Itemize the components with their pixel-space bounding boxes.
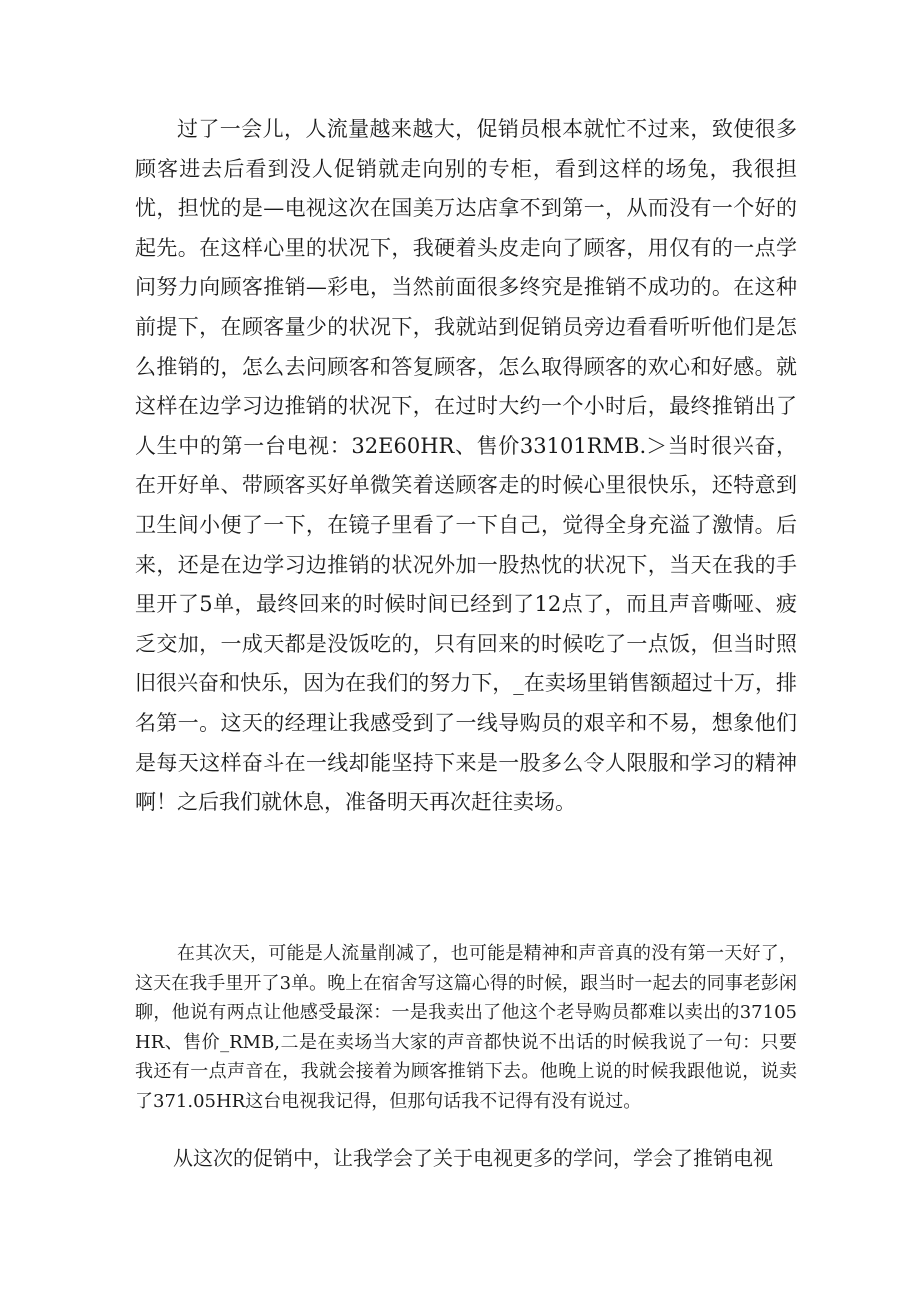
paragraph-3: 从这次的促销中，让我学会了关于电视更多的学问，学会了推销电视	[173, 1146, 773, 1170]
paragraph-2: 在其次天，可能是人流量削减了，也可能是精神和声音真的没有第一天好了，这天在我手里开了3单。晚上在宿舍写这篇心得的时候，跟当时一起去的同事老彭闲聊，他说有两点让他感受最深：一是我卖出了他这个老导购员都难以卖出的37105HR、售价_RMB,二是在卖场当大家的声音都快说不出话的时候我说了一句：只要我还有一点声音在，我就会接着为顾客推销下去。他晚上说的时候我跟他说，说卖了371.05HR这台电视我记得，但那句话我不记得有没有说过。	[135, 943, 797, 1112]
paragraph-1: 过了一会儿，人流量越来越大，促销员根本就忙不过来，致使很多顾客进去后看到没人促销就走向别的专柜，看到这样的场兔，我很担忧，担忧的是—电视这次在国美万达店拿不到第一，从而没有一个好的起先。在这样心里的状况下，我硬着头皮走向了顾客，用仅有的一点学问努力向顾客推销—彩电，当然前面很多终究是推销不成功的。在这种前提下，在顾客量少的状况下，我就站到促销员旁边看看听听他们是怎么推销的，怎么去问顾客和答复顾客，怎么取得顾客的欢心和好感。就这样在边学习边推销的状况下，在过时大约一个小时后，最终推销出了人生中的第一台电视：32E60HR、售价33101RMB.＞当时很兴奋，在开好单、带顾客买好单微笑着送顾客走的时候心里很快乐，还特意到卫生间小便了一下，在镜子里看了一下自己，觉得全身充溢了激情。后来，还是在边学习边推销的状况外加一股热忱的状况下，当天在我的手里开了5单，最终回来的时候时间已经到了12点了，而且声音嘶哑、疲乏交加，一成天都是没饭吃的，只有回来的时候吃了一点饭，但当时照旧很兴奋和快乐，因为在我们的努力下，_在卖场里销售额超过十万，排名第一。这天的经理让我感受到了一线导购员的艰辛和不易，想象他们是每天这样奋斗在一线却能坚持下来是一股多么令人限服和学习的精神啊！之后我们就休息，准备明天再次赶往卖场。	[135, 117, 797, 815]
